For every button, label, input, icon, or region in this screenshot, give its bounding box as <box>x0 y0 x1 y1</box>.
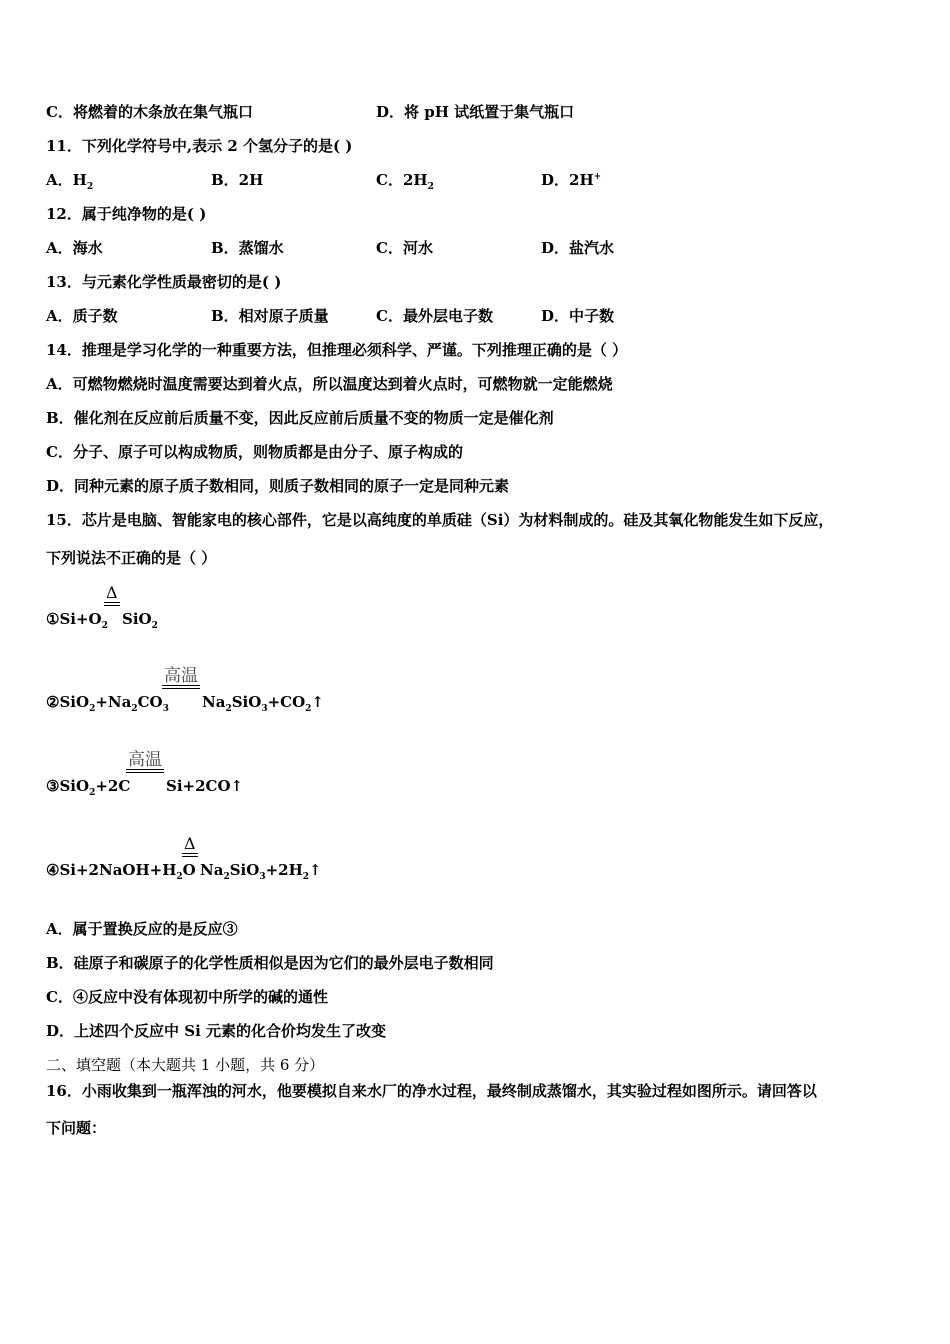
q11-option-b: B．2H <box>211 171 264 189</box>
q14-option-b: B．催化剂在反应前后质量不变，因此反应前后质量不变的物质一定是催化剂 <box>46 409 554 427</box>
reaction-3-products: Si+2CO↑ <box>166 777 244 795</box>
q15-stem-line2: 下列说法不正确的是（ ） <box>46 549 217 567</box>
q13-option-d: D．中子数 <box>541 307 615 325</box>
reaction-3-reactants: ③SiO$_2$+2C <box>46 777 131 798</box>
q15-option-b: B．硅原子和碳原子的化学性质相似是因为它们的最外层电子数相同 <box>46 954 494 972</box>
q15-option-a: A．属于置换反应的是反应③ <box>46 920 238 938</box>
q15-option-d: D．上述四个反应中 Si 元素的化合价均发生了改变 <box>46 1022 386 1040</box>
q12-option-a: A．海水 <box>46 239 103 257</box>
reaction-1-reactants: $①Si+O_2$ <box>46 610 108 631</box>
q12-option-c: C．河水 <box>376 239 433 257</box>
q11-option-c: C．$2H_2$ <box>376 171 434 192</box>
equals-sign-4 <box>182 853 198 857</box>
section-2-heading: 二、填空题（本大题共 1 小题，共 6 分） <box>46 1056 325 1074</box>
reaction-2-products: $Na_2SiO_3+CO_2↑$ <box>202 693 324 714</box>
delta-condition-4: Δ <box>184 834 196 853</box>
q15-option-c: C．④反应中没有体现初中所学的碱的通性 <box>46 988 328 1006</box>
q11-option-d: D．2H+ <box>541 171 602 189</box>
q13-option-c: C．最外层电子数 <box>376 307 493 325</box>
q13-option-a: A．质子数 <box>46 307 118 325</box>
q13-stem: 13．与元素化学性质最密切的是( ) <box>46 273 282 291</box>
q16-stem-line2: 下问题： <box>46 1119 107 1137</box>
equals-sign-1 <box>104 602 120 606</box>
q14-option-d: D．同种元素的原子质子数相同，则质子数相同的原子一定是同种元素 <box>46 477 510 495</box>
q12-option-d: D．盐汽水 <box>541 239 615 257</box>
q12-option-b: B．蒸馏水 <box>211 239 284 257</box>
reaction-2-reactants: $②SiO_2+Na_2CO_3$ <box>46 693 169 714</box>
q12-stem: 12．属于纯净物的是( ) <box>46 205 207 223</box>
high-temp-condition-2: 高温 <box>162 667 200 689</box>
q15-stem-line1: 15．芯片是电脑、智能家电的核心部件，它是以高纯度的单质硅（Si）为材料制成的。硅及其氧化物能发生如下反应， <box>46 511 834 529</box>
high-temp-condition-3: 高温 <box>126 751 164 773</box>
q13-option-b: B．相对原子质量 <box>211 307 329 325</box>
q11-stem: 11．下列化学符号中,表示 2 个氢分子的是( ) <box>46 137 353 155</box>
q10-option-c: C．将燃着的木条放在集气瓶口 <box>46 103 253 121</box>
reaction-4-reactants: $④Si+2NaOH+H_2O$ <box>46 861 196 882</box>
reaction-4-products: $Na_2SiO_3+2H_2↑$ <box>200 861 322 882</box>
q11-option-a: A．$H_2$ <box>46 171 94 192</box>
q16-stem-line1: 16．小雨收集到一瓶浑浊的河水，他要模拟自来水厂的净水过程，最终制成蒸馏水，其实验过程如图所示。请回答以 <box>46 1082 817 1100</box>
q14-option-a: A．可燃物燃烧时温度需要达到着火点，所以温度达到着火点时，可燃物就一定能燃烧 <box>46 375 613 393</box>
q14-stem: 14．推理是学习化学的一种重要方法，但推理必须科学、严谨。下列推理正确的是（ ） <box>46 341 628 359</box>
q10-option-d: D．将 pH 试纸置于集气瓶口 <box>376 103 575 121</box>
reaction-1-products: SiO$_2$ <box>122 610 158 631</box>
delta-condition-1: Δ <box>106 583 118 602</box>
q14-option-c: C．分子、原子可以构成物质，则物质都是由分子、原子构成的 <box>46 443 463 461</box>
